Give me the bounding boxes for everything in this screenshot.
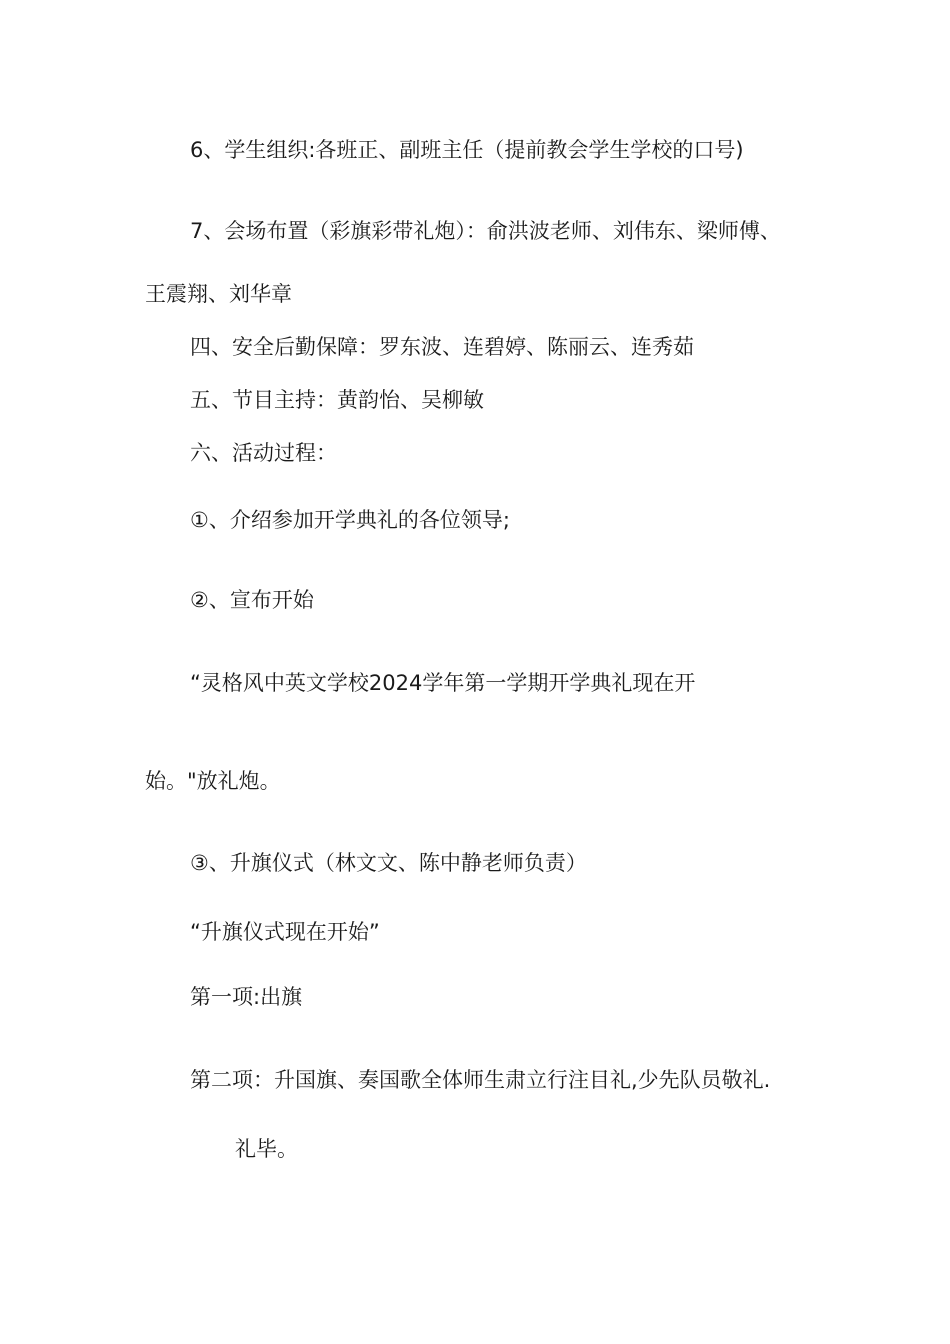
flag-item-1: 第一项:出旗: [190, 985, 303, 1009]
flag-item-2: 第二项：升国旗、奏国歌全体师生肃立行注目礼,少先队员敬礼.: [190, 1068, 771, 1092]
ceremony-end: 礼毕。: [235, 1137, 298, 1161]
section-4-safety-logistics: 四、安全后勤保障：罗东波、连碧婷、陈丽云、连秀茹: [190, 335, 694, 359]
item-6-student-organization: 6、学生组织:各班正、副班主任（提前教会学生学校的口号): [190, 138, 744, 162]
item-7-venue-setup-continued: 王震翔、刘华章: [145, 282, 292, 306]
item-7-venue-setup: 7、会场布置（彩旗彩带礼炮）：俞洪波老师、刘伟东、梁师傅、: [190, 219, 781, 243]
opening-announcement: “灵格风中英文学校2024学年第一学期开学典礼现在开: [190, 671, 696, 695]
step-3-flag-raising: ③、升旗仪式（林文文、陈中静老师负责）: [190, 851, 587, 875]
step-2-announce-start: ②、宣布开始: [190, 588, 314, 612]
step-1-introduce-leaders: ①、介绍参加开学典礼的各位领导;: [190, 508, 510, 532]
section-5-hosts: 五、节目主持：黄韵怡、吴柳敏: [190, 388, 484, 412]
opening-announcement-continued: 始。"放礼炮。: [145, 769, 281, 793]
section-6-activity-process: 六、活动过程：: [190, 441, 337, 465]
flag-raising-announcement: “升旗仪式现在开始”: [190, 920, 380, 944]
